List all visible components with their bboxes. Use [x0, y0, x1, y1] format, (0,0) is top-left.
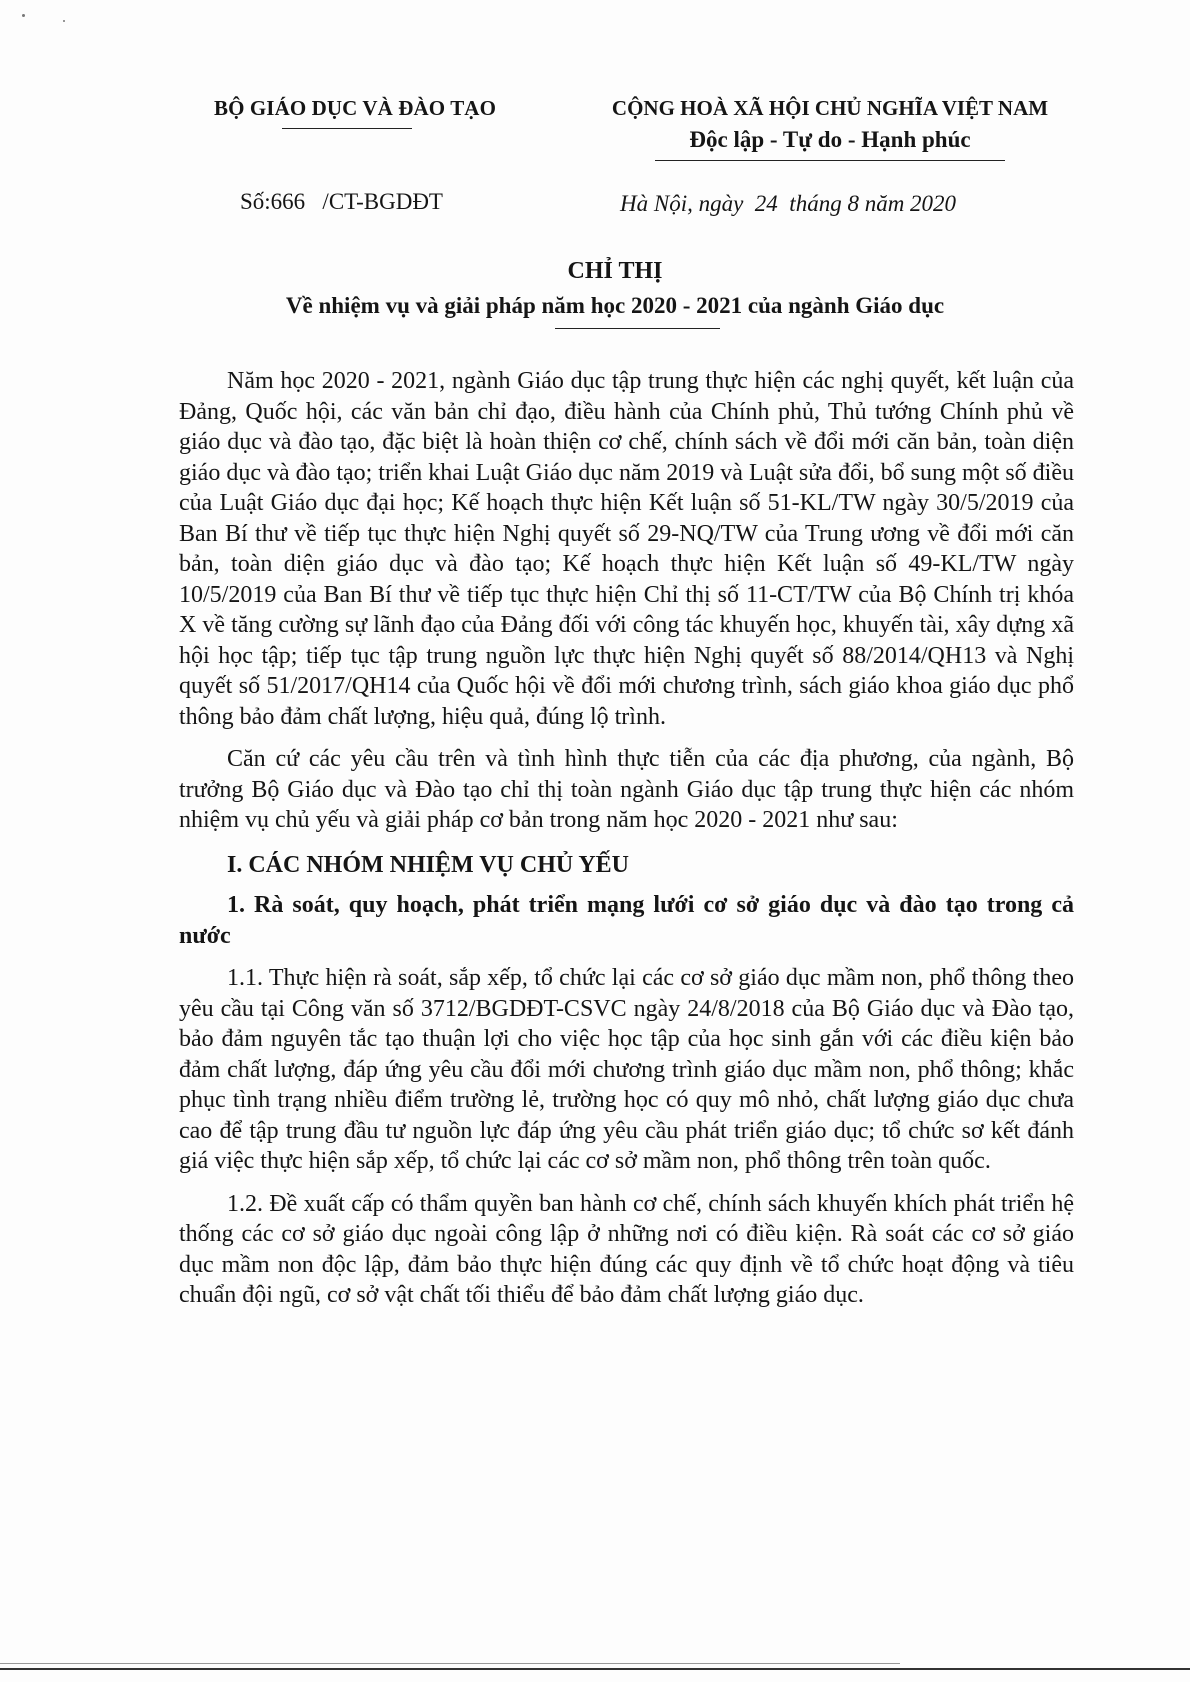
basis-paragraph: Căn cứ các yêu cầu trên và tình hình thực tiễn của các địa phương, của ngành, Bộ trưởng Bộ Giáo dục và Đào tạo chỉ thị toàn ngành Giáo dục tập trung thực hiện các nhóm nhiệm vụ chủ yếu và giải pháp cơ bản trong năm học 2020 - 2021 như sau:: [179, 746, 1074, 833]
document-title: CHỈ THỊ: [567, 258, 663, 284]
page-edge-shadow: [0, 1663, 900, 1664]
place-and-date: Hà Nội, ngày 24 tháng 8 năm 2020: [620, 191, 957, 216]
document-number: Số:666 /CT-BGDĐT: [240, 189, 443, 214]
subtitle-underline: [555, 328, 720, 329]
item-1-1-paragraph: 1.1. Thực hiện rà soát, sắp xếp, tổ chức lại các cơ sở giáo dục mầm non, phổ thông theo yêu cầu tại Công văn số 3712/BGDĐT-CSVC ngày 24/8/2018 của Bộ Giáo dục và Đào tạo, bảo đảm nguyên tắc tạo thuận lợi cho việc học tập của học sinh gắn với các điều kiện bảo đảm chất lượng, đáp ứng yêu cầu đổi mới chương trình giáo dục mầm non, phổ thông; khắc phục tình trạng nhiều điểm trường lẻ, trường học có quy mô nhỏ, chất lượng giáo dục chưa cao để tập trung đầu tư nguồn lực đáp ứng yêu cầu phát triển giáo dục; tổ chức sơ kết đánh giá việc thực hiện sắp xếp, tổ chức lại các cơ sở mầm non, phổ thông trên toàn quốc.: [179, 965, 1074, 1174]
scan-speck: [22, 14, 25, 17]
section-heading: I. CÁC NHÓM NHIỆM VỤ CHỦ YẾU: [227, 851, 629, 878]
subsection-heading: 1. Rà soát, quy hoạch, phát triển mạng lưới cơ sở giáo dục và đào tạo trong cả nước: [179, 892, 1074, 949]
scan-speck: [63, 20, 65, 22]
motto-underline: [655, 160, 1005, 161]
country-name: CỘNG HOÀ XÃ HỘI CHỦ NGHĨA VIỆT NAM: [611, 96, 1049, 120]
page-bottom-edge: [0, 1668, 1190, 1670]
national-motto: Độc lập - Tự do - Hạnh phúc: [689, 127, 971, 152]
document-subtitle: Về nhiệm vụ và giải pháp năm học 2020 - 2021 của ngành Giáo dục: [285, 293, 945, 318]
ministry-underline: [282, 128, 412, 129]
ministry-name: BỘ GIÁO DỤC VÀ ĐÀO TẠO: [213, 96, 497, 120]
item-1-2-paragraph: 1.2. Đề xuất cấp có thẩm quyền ban hành cơ chế, chính sách khuyến khích phát triển hệ thống các cơ sở giáo dục ngoài công lập ở những nơi có điều kiện. Rà soát các cơ sở giáo dục mầm non độc lập, đảm bảo thực hiện đúng các quy định về tổ chức hoạt động và tiêu chuẩn đội ngũ, cơ sở vật chất tối thiểu để bảo đảm chất lượng giáo dục.: [179, 1190, 1074, 1308]
document-body: [179, 366, 1074, 1311]
intro-paragraph: Năm học 2020 - 2021, ngành Giáo dục tập trung thực hiện các nghị quyết, kết luận của Đảng, Quốc hội, các văn bản chỉ đạo, điều hành của Chính phủ, Thủ tướng Chính phủ về giáo dục và đào tạo, đặc biệt là hoàn thiện cơ chế, chính sách về đổi mới căn bản, toàn diện giáo dục và đào tạo; triển khai Luật Giáo dục năm 2019 và Luật sửa đổi, bổ sung một số điều của Luật Giáo dục đại học; Kế hoạch thực hiện Kết luận số 51-KL/TW ngày 30/5/2019 của Ban Bí thư về tiếp tục thực hiện Nghị quyết số 29-NQ/TW của Trung ương về đổi mới căn bản, toàn diện giáo dục và đào tạo; Kế hoạch thực hiện Kết luận số 49-KL/TW ngày 10/5/2019 của Ban Bí thư về tiếp tục thực hiện Chỉ thị số 11-CT/TW của Bộ Chính trị khóa X về tăng cường sự lãnh đạo của Đảng đối với công tác khuyến học, khuyến tài, xây dựng xã hội học tập; tiếp tục tập trung nguồn lực thực hiện Nghị quyết số 88/2014/QH13 và Nghị quyết số 51/2017/QH14 của Quốc hội về đổi mới chương trình, sách giáo khoa giáo dục phổ thông bảo đảm chất lượng, hiệu quả, đúng lộ trình.: [179, 368, 1074, 730]
national-header: [575, 96, 1085, 153]
